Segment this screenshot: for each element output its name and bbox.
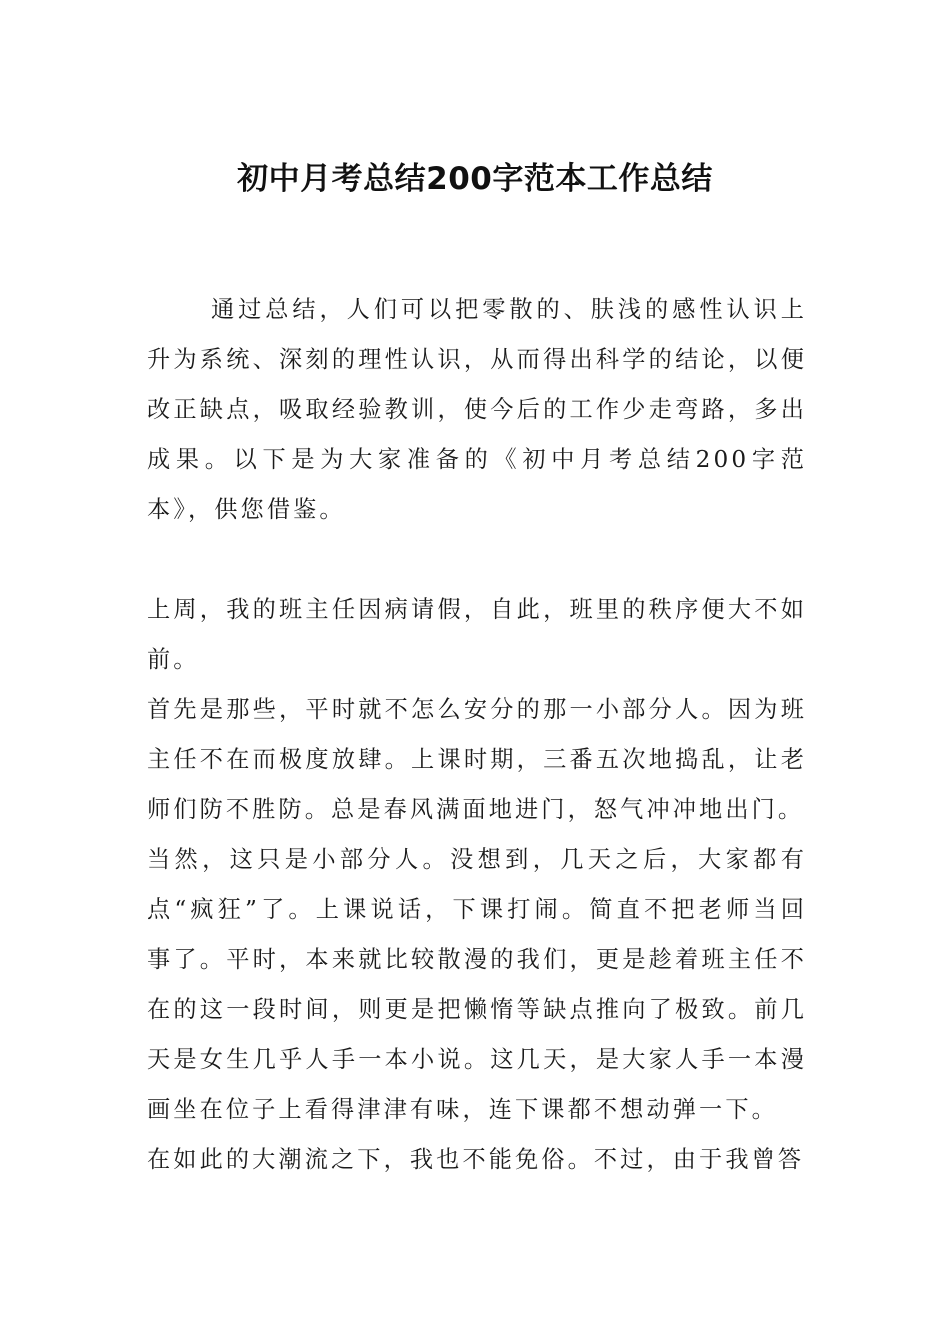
body-paragraph-2: 首先是那些，平时就不怎么安分的那一小部分人。因为班主任不在而极度放肆。上课时期，三番五次地捣乱，让老师们防不胜防。总是春风满面地进门，怒气冲冲地出门。 [147, 696, 807, 823]
body-paragraph-1: 上周，我的班主任因病请假，自此，班里的秩序便大不如前。 [147, 596, 807, 673]
body-section [147, 585, 807, 1185]
body-paragraph-4: 在如此的大潮流之下，我也不能免俗。不过，由于我曾答 [147, 1146, 805, 1173]
document-title: 初中月考总结200字范本工作总结 [237, 161, 713, 197]
intro-section [147, 285, 807, 535]
body-paragraph-3: 当然，这只是小部分人。没想到，几天之后，大家都有点“疯狂”了。上课说话，下课打闹。简直不把老师当回事了。平时，本来就比较散漫的我们，更是趁着班主任不在的这一段时间，则更是把懒惰等缺点推向了极致。前几天是女生几乎人手一本小说。这几天，是大家人手一本漫画坐在位子上看得津津有味，连下课都不想动弹一下。 [147, 846, 807, 1123]
intro-paragraph: 通过总结，人们可以把零散的、肤浅的感性认识上升为系统、深刻的理性认识，从而得出科学的结论，以便改正缺点，吸取经验教训，使今后的工作少走弯路，多出成果。以下是为大家准备的《初中月考总结200字范本》，供您借鉴。 [147, 296, 807, 523]
